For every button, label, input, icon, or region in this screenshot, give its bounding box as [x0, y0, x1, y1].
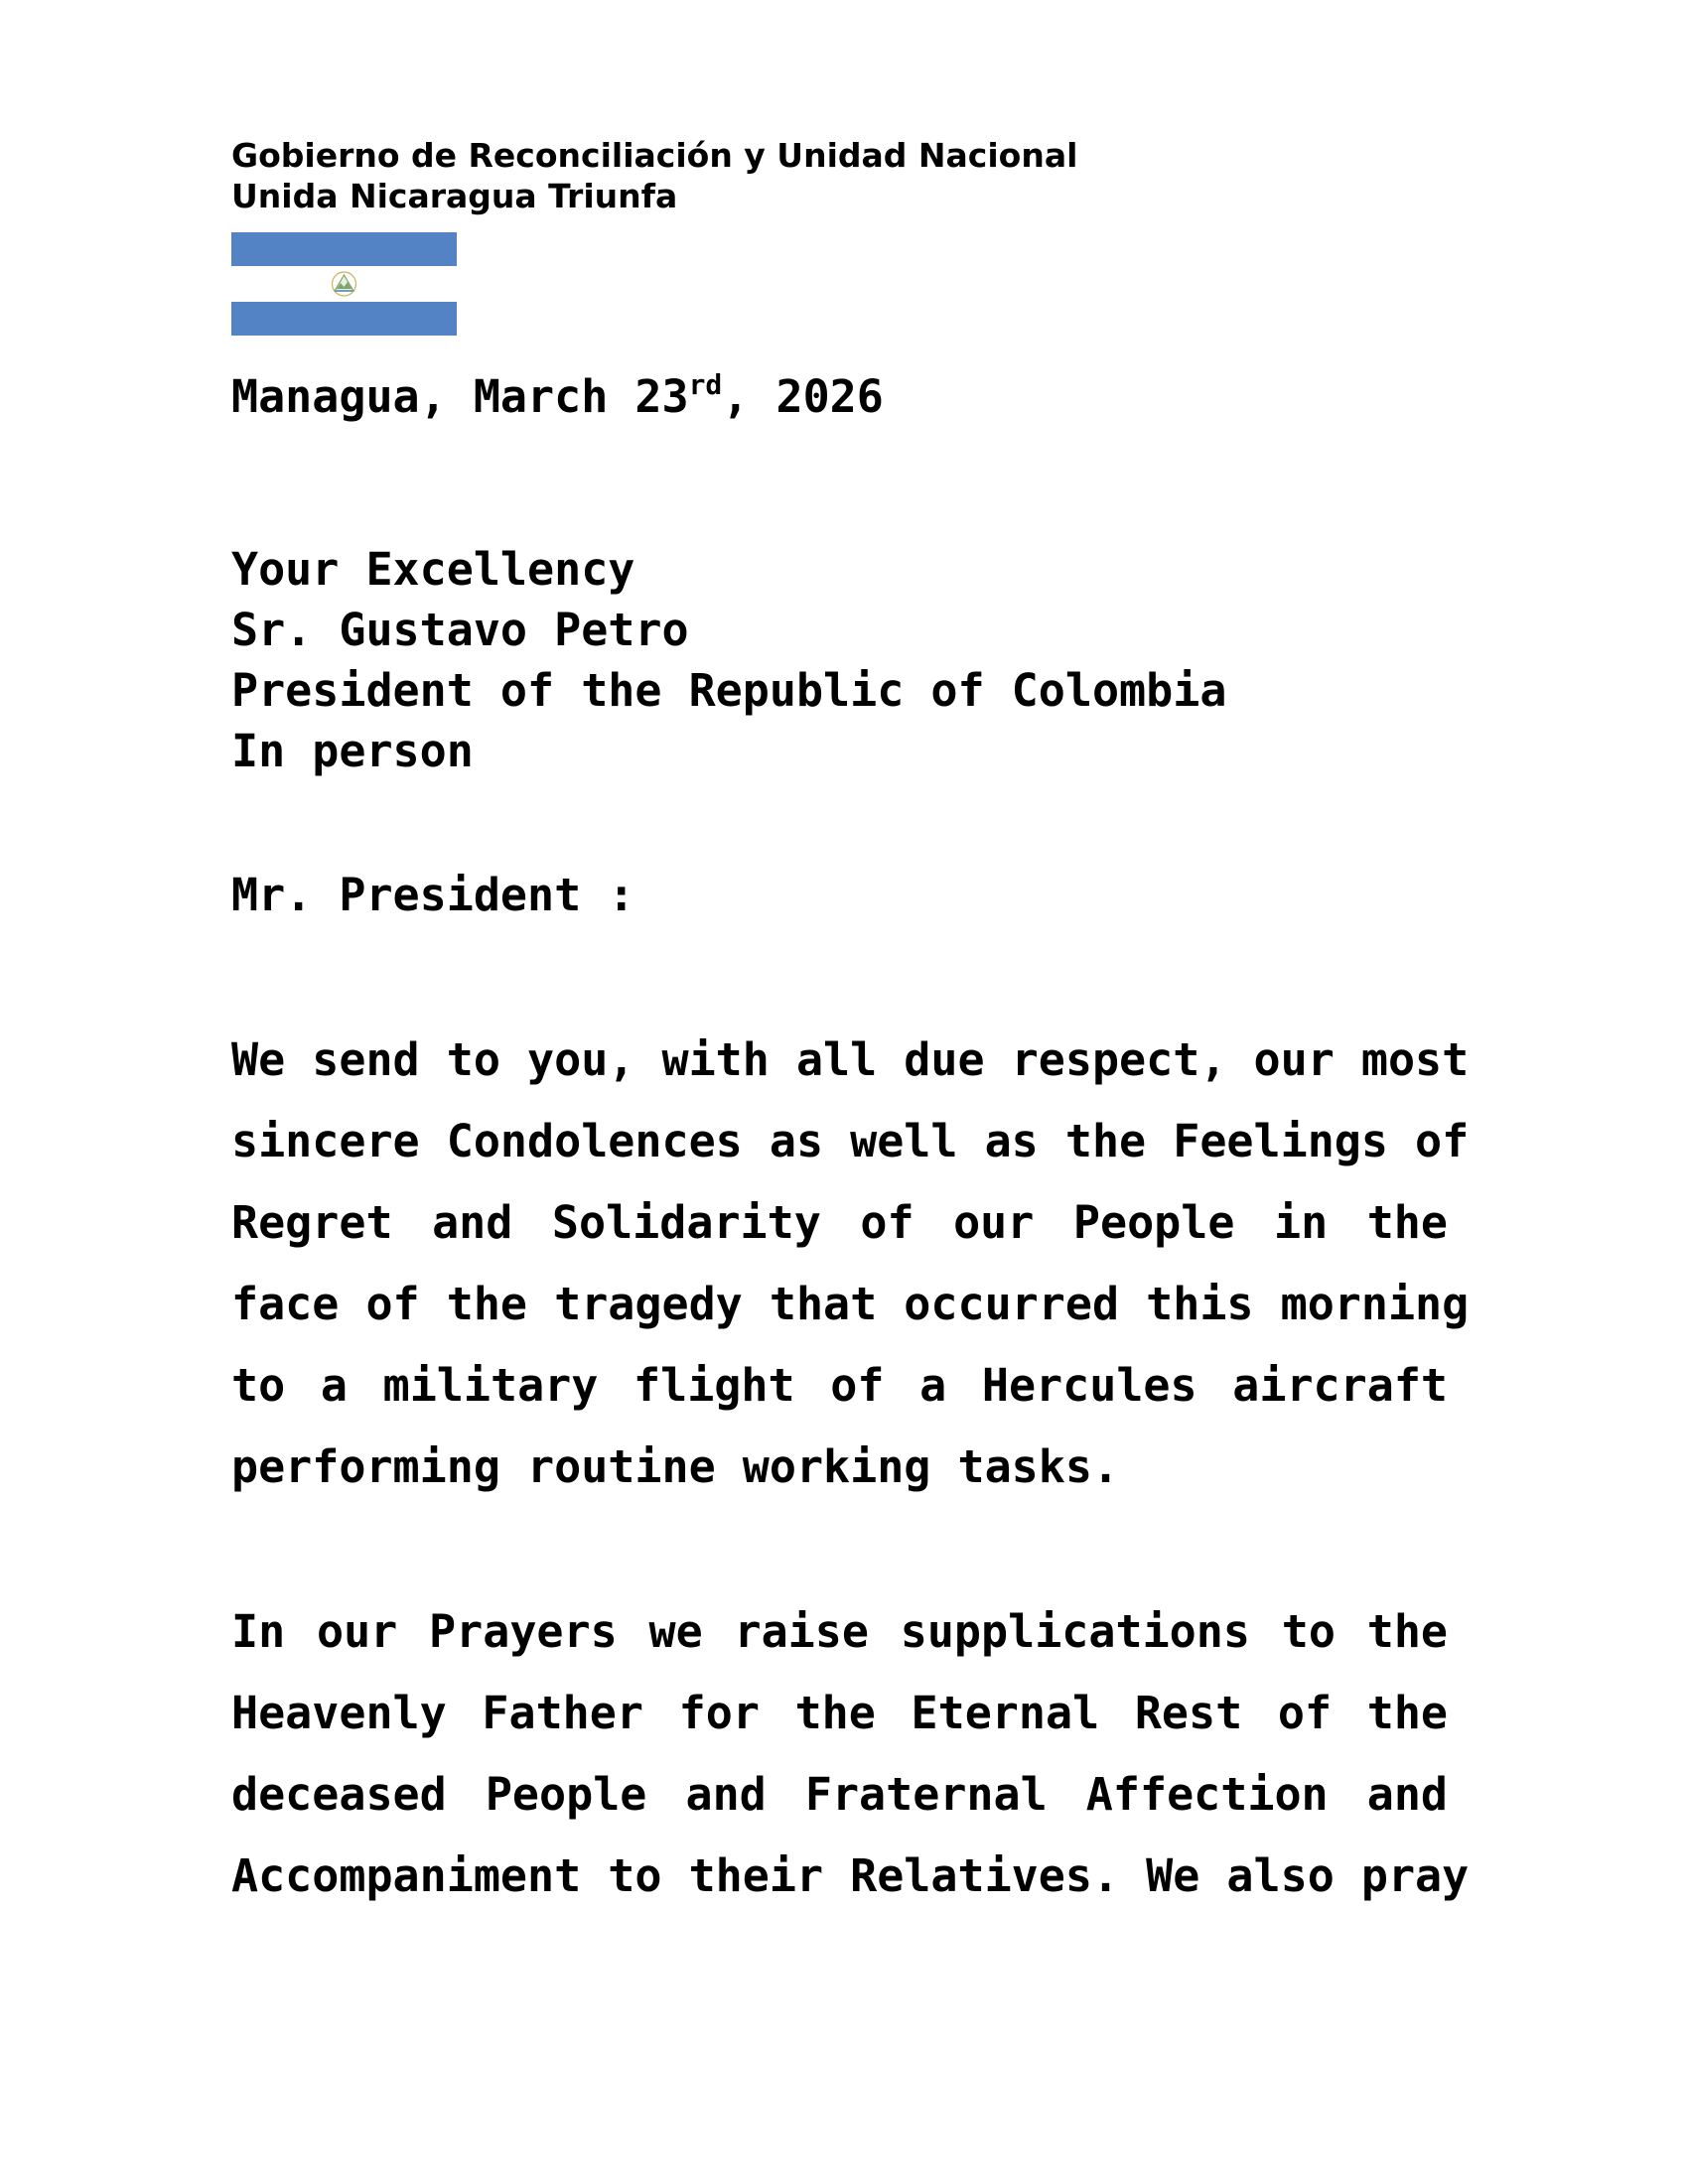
letterhead-government-name: Gobierno de Reconciliación y Unidad Nacional [231, 136, 1078, 175]
addressee-line: Your Excellency [231, 543, 635, 596]
body-paragraph-2 [231, 1591, 1470, 1917]
date-ordinal-suffix: rd [688, 368, 723, 401]
paragraph-line: We send to you, with all due respect, our most [231, 1033, 1470, 1086]
paragraph-line: Heavenly Father for the Eternal Rest of the [231, 1687, 1448, 1739]
paragraph-line: Regret and Solidarity of our People in the [231, 1196, 1448, 1249]
nicaragua-flag-icon [231, 232, 457, 336]
addressee-block [231, 539, 1226, 781]
letter-date: Managua, March 23rd, 2026 [231, 368, 884, 423]
paragraph-line: performing routine working tasks. [231, 1440, 1120, 1493]
paragraph-line: face of the tragedy that occurred this morning [231, 1278, 1470, 1330]
paragraph-line: deceased People and Fraternal Affection and [231, 1768, 1448, 1821]
paragraph-line: In our Prayers we raise supplications to the [231, 1605, 1448, 1658]
letterhead-motto: Unida Nicaragua Triunfa [231, 177, 678, 215]
paragraph-line: sincere Condolences as well as the Feelings of [231, 1115, 1470, 1167]
paragraph-line: to a military flight of a Hercules aircraft [231, 1359, 1448, 1412]
letterhead [231, 135, 1077, 216]
paragraph-line: Accompaniment to their Relatives. We also pray [231, 1849, 1470, 1902]
addressee-line: President of the Republic of Colombia [231, 664, 1227, 717]
body-paragraph-1 [231, 1020, 1470, 1508]
addressee-line: In person [231, 725, 474, 777]
addressee-line: Sr. Gustavo Petro [231, 604, 689, 656]
salutation: Mr. President : [231, 869, 635, 921]
